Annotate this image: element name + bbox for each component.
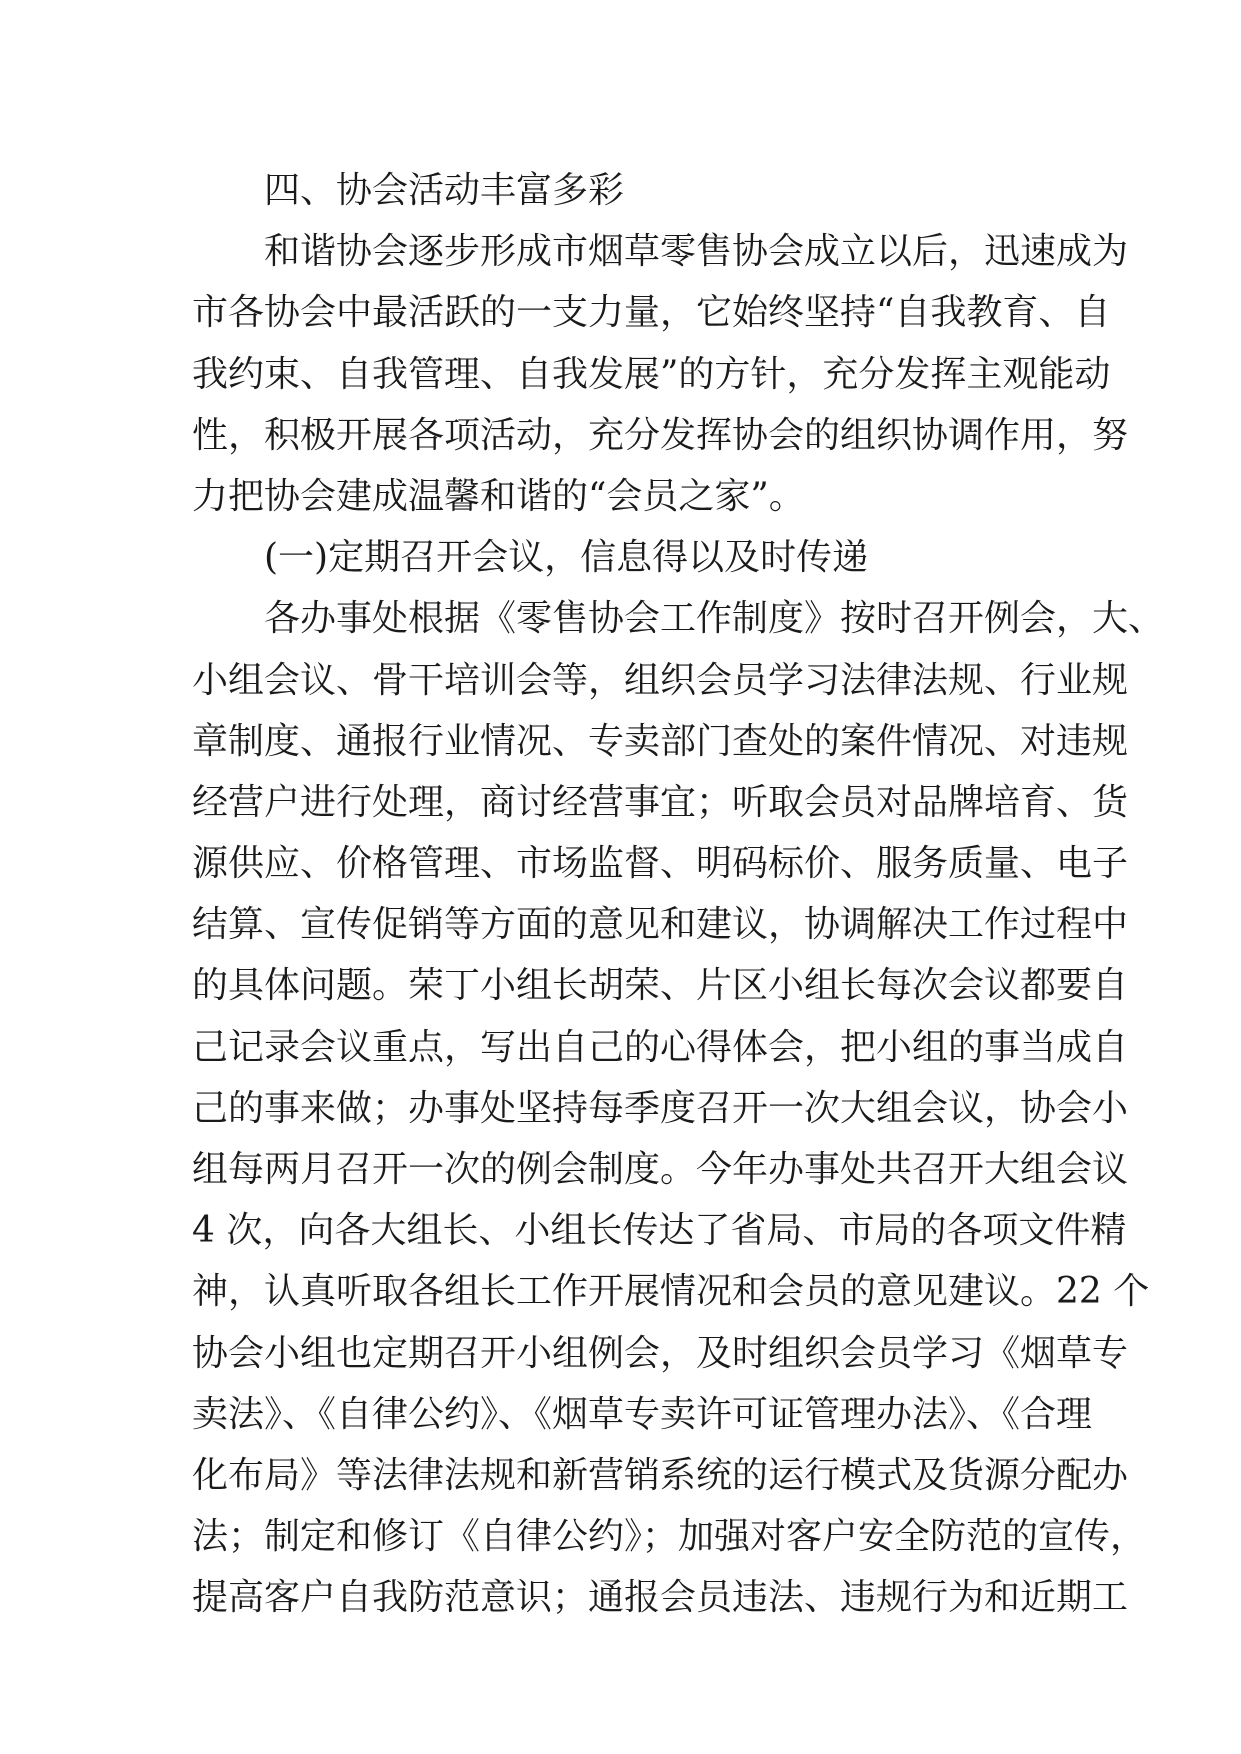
document-page [192,160,1165,1629]
paragraph-line: 化布局》等法律法规和新营销系统的运行模式及货源分配办 [192,1454,1129,1496]
paragraph-line: 己记录会议重点，写出自己的心得体会，把小组的事当成自 [192,1026,1129,1068]
paragraph-2 [192,588,1165,1628]
paragraph-line: 协会小组也定期召开小组例会，及时组织会员学习《烟草专 [192,1332,1129,1374]
paragraph-line: 结算、宣传促销等方面的意见和建议，协调解决工作过程中 [192,904,1129,946]
paragraph-line: 和谐协会逐步形成市烟草零售协会成立以后，迅速成为 [264,231,1129,273]
paragraph-line: 的具体问题。荣丁小组长胡荣、片区小组长每次会议都要自 [192,965,1129,1007]
paragraph-line: 各办事处根据《零售协会工作制度》按时召开例会，大、 [264,598,1165,640]
paragraph-line: 卖法》、《自律公约》、《烟草专卖许可证管理办法》、《合理 [192,1393,1093,1435]
paragraph-line: 经营户进行处理，商讨经营事宜；听取会员对品牌培育、货 [192,781,1129,823]
paragraph-line: 章制度、通报行业情况、专卖部门查处的案件情况、对违规 [192,720,1129,762]
paragraph-line: 源供应、价格管理、市场监督、明码标价、服务质量、电子 [192,843,1129,885]
paragraph-line: 提高客户自我防范意识；通报会员违法、违规行为和近期工 [192,1577,1129,1619]
subsection-heading: (一)定期召开会议，信息得以及时传递 [264,537,869,579]
paragraph-line: 我约束、自我管理、自我发展”的方针，充分发挥主观能动 [192,353,1111,395]
paragraph-line: 4 次，向各大组长、小组长传达了省局、市局的各项文件精 [192,1210,1127,1252]
paragraph-line: 性，积极开展各项活动，充分发挥协会的组织协调作用，努 [192,414,1129,456]
paragraph-line: 己的事来做；办事处坚持每季度召开一次大组会议，协会小 [192,1087,1129,1129]
paragraph-line: 组每两月召开一次的例会制度。今年办事处共召开大组会议 [192,1149,1129,1190]
paragraph-line: 小组会议、骨干培训会等，组织会员学习法律法规、行业规 [192,659,1129,701]
paragraph-line: 神，认真听取各组长工作开展情况和会员的意见建议。22 个 [192,1271,1150,1313]
section-heading: 四、协会活动丰富多彩 [264,170,625,211]
paragraph-line: 市各协会中最活跃的一支力量，它始终坚持“自我教育、自 [192,292,1111,334]
paragraph-line: 力把协会建成温馨和谐的“会员之家”。 [192,475,805,517]
paragraph-line: 法；制定和修订《自律公约》；加强对客户安全防范的宣传， [192,1516,1147,1558]
paragraph-1 [192,221,1129,527]
